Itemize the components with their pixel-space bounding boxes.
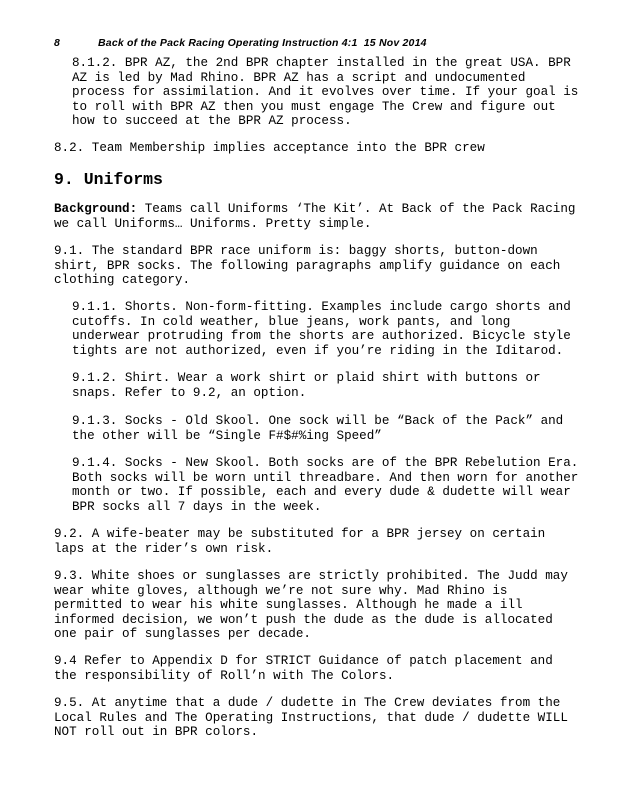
paragraph-8-2 <box>54 141 485 156</box>
text-line: 8.2. Team Membership implies acceptance into the BPR crew <box>54 141 485 155</box>
text-line: 9.1. The standard BPR race uniform is: baggy shorts, button-down <box>54 244 538 258</box>
text-line: laps at the rider’s own risk. <box>54 541 274 556</box>
text-line: 9.5. At anytime that a dude / dudette in The Crew deviates from the <box>54 696 561 710</box>
text-line <box>54 202 575 217</box>
section-heading-uniforms: 9. Uniforms <box>54 170 163 189</box>
text-line: permitted to wear his white sunglasses. Although he made a ill <box>54 598 523 613</box>
text-line: clothing category. <box>54 273 191 288</box>
background-text: Teams call Uniforms ‘The Kit’. At Back of the Pack Racing <box>137 202 576 216</box>
text-line: AZ is led by Mad Rhino. BPR AZ has a script and undocumented <box>72 70 526 85</box>
paragraph-9-1-2 <box>72 371 541 400</box>
text-line: how to succeed at the BPR AZ process. <box>72 114 352 129</box>
paragraph-9-1-1 <box>72 300 571 358</box>
text-line: 9.1.4. Socks - New Skool. Both socks are of the BPR Rebelution Era. <box>72 456 579 470</box>
text-line: to roll with BPR AZ then you must engage The Crew and figure out <box>72 99 556 114</box>
text-line: 9.1.3. Socks - Old Skool. One sock will be “Back of the Pack” and <box>72 414 564 428</box>
text-line: informed decision, we won’t push the dude as the dude is allocated <box>54 612 553 627</box>
text-line: we call Uniforms… Uniforms. Pretty simple. <box>54 216 372 231</box>
text-line: snaps. Refer to 9.2, an option. <box>72 385 307 400</box>
running-title: Back of the Pack Racing Operating Instruction 4:1 15 Nov 2014 <box>98 37 427 49</box>
text-line: BPR socks all 7 days in the week. <box>72 499 322 514</box>
paragraph-9-4 <box>54 654 553 683</box>
text-line: 9.4 Refer to Appendix D for STRICT Guidance of patch placement and <box>54 654 553 668</box>
text-line: 8.1.2. BPR AZ, the 2nd BPR chapter installed in the great USA. BPR <box>72 56 571 70</box>
paragraph-9-1-3 <box>72 414 563 443</box>
text-line: one pair of sunglasses per decade. <box>54 627 311 642</box>
text-line: 9.3. White shoes or sunglasses are strictly prohibited. The Judd may <box>54 569 568 583</box>
text-line: the other will be “Single F#$#%ing Speed” <box>72 428 382 443</box>
text-line: underwear protruding from the shorts are authorized. Bicycle style <box>72 329 571 344</box>
text-line: shirt, BPR socks. The following paragraphs amplify guidance on each <box>54 258 561 273</box>
text-line: month or two. If possible, each and every dude & dudette will wear <box>72 485 571 500</box>
paragraph-9-1-4 <box>72 456 578 514</box>
text-line: cutoffs. In cold weather, blue jeans, work pants, and long <box>72 314 511 329</box>
text-line: 9.1.1. Shorts. Non-form-fitting. Examples include cargo shorts and <box>72 300 571 314</box>
paragraph-9-1 <box>54 244 560 288</box>
paragraph-8-1-2 <box>72 56 578 129</box>
text-line: 9.2. A wife-beater may be substituted for a BPR jersey on certain <box>54 527 546 541</box>
text-line: the responsibility of Roll’n with The Colors. <box>54 668 395 683</box>
paragraph-9-5 <box>54 696 568 740</box>
paragraph-background <box>54 202 575 231</box>
page-number: 8 <box>54 37 61 49</box>
running-header <box>54 37 427 49</box>
paragraph-9-3 <box>54 569 568 642</box>
text-line: NOT roll out in BPR colors. <box>54 725 259 740</box>
text-line: Both socks will be worn until threadbare. And then worn for another <box>72 470 579 485</box>
text-line: process for assimilation. And it evolves over time. If your goal is <box>72 85 579 100</box>
text-line: tights are not authorized, even if you’re riding in the Iditarod. <box>72 343 564 358</box>
paragraph-9-2 <box>54 527 545 556</box>
background-label: Background: <box>54 202 138 216</box>
text-line: Local Rules and The Operating Instructions, that dude / dudette WILL <box>54 710 568 725</box>
text-line: wear white gloves, although we’re not sure why. Mad Rhino is <box>54 583 508 598</box>
text-line: 9.1.2. Shirt. Wear a work shirt or plaid shirt with buttons or <box>72 371 541 385</box>
